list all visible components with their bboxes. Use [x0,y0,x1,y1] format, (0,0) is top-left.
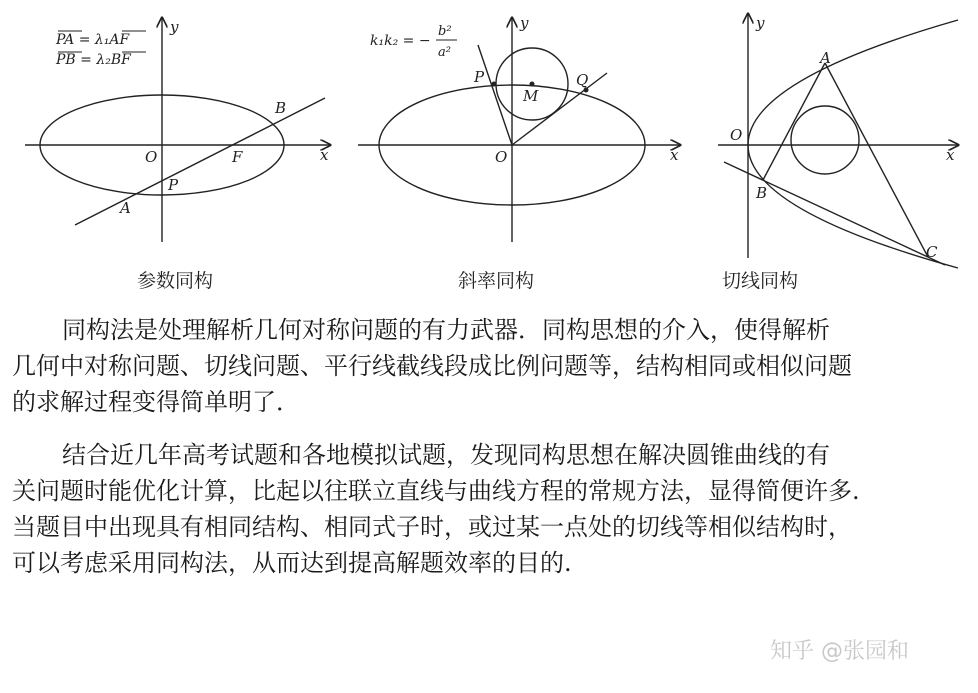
formula-pa-af: PA = λ₁AF [56,32,130,48]
point-p: P [168,176,179,194]
paragraph-1 [12,312,970,420]
paragraph-line: 的求解过程变得简单明了． [12,388,300,416]
paragraph-line: 当题目中出现具有相同结构、相同式子时，或过某一点处的切线等相似结构时， [12,513,852,541]
point-m: M [523,87,539,105]
side-bc [724,162,945,265]
ray-op [478,45,512,145]
formula-pb-bf: PB = λ₂BF [56,52,131,68]
point-a: A [120,199,131,217]
point-p-dot [492,82,497,87]
label-origin: O [730,126,743,144]
formula-den: a² [438,45,451,60]
paragraph-line: 结合近几年高考试题和各地模拟试题，发现同构思想在解决圆锥曲线的有 [62,441,830,469]
label-y: y [170,18,179,36]
point-b: B [756,184,768,202]
caption-slope: 斜率同构 [458,270,535,292]
label-x: x [946,146,955,164]
point-q: Q [576,71,589,89]
point-b: B [275,99,287,117]
label-y: y [756,14,765,32]
figure-slope [358,18,680,242]
formula-num: b² [438,24,452,39]
label-origin: O [145,148,158,166]
figure-tangent [718,14,958,268]
point-c: C [926,243,938,261]
chord-line [75,98,325,225]
point-a: A [820,49,831,67]
label-y: y [520,14,529,32]
side-ab [763,63,825,180]
watermark: 知乎 @张园和 [770,639,909,664]
point-f: F [232,148,243,166]
label-x: x [670,146,679,164]
ray-oq [512,73,607,145]
point-p: P [474,68,485,86]
parabola [748,20,958,268]
caption-parameter: 参数同构 [137,270,214,292]
paragraph-line: 同构法是处理解析几何对称问题的有力武器．同构思想的介入，使得解析 [62,316,830,344]
figures-panel [0,0,978,300]
label-x: x [320,146,329,164]
label-origin: O [495,148,508,166]
point-m-dot [530,82,535,87]
paragraph-line: 关问题时能优化计算，比起以往联立直线与曲线方程的常规方法，显得简便许多. [12,477,860,505]
paragraph-line: 可以考虑采用同构法，从而达到提高解题效率的目的. [12,549,572,577]
paragraph-2 [12,437,970,581]
formula-k1k2: k₁k₂ = − [370,33,431,49]
incircle [791,106,859,174]
caption-tangent: 切线同构 [722,270,799,292]
paragraph-line: 几何中对称问题、切线问题、平行线截线段成比例问题等，结构相同或相似问题 [12,352,852,380]
